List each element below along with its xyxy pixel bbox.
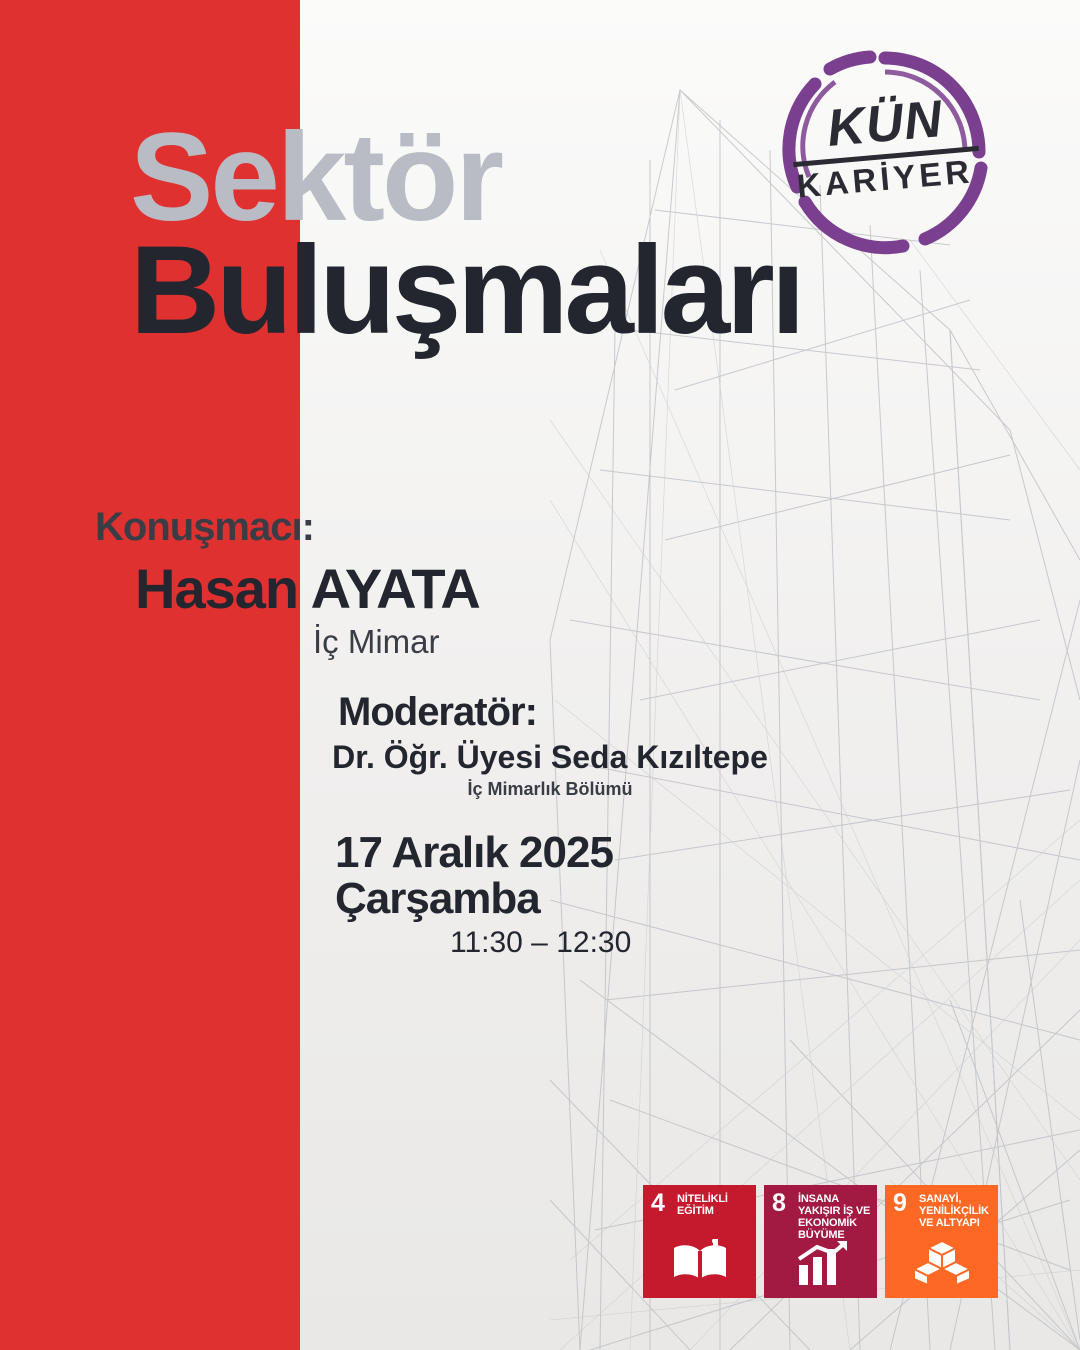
headline-line-2: Buluşmaları [130,221,802,360]
sdg-number: 4 [651,1189,665,1217]
open-book-icon [643,1239,756,1290]
moderator-label: Moderatör: [338,690,537,734]
moderator-name: Dr. Öğr. Üyesi Seda Kızıltepe [332,739,768,775]
moderator-block [300,690,800,800]
event-day: Çarşamba [335,874,540,923]
speaker-label: Konuşmacı: [95,505,314,549]
event-time: 11:30 – 12:30 [450,926,632,959]
sdg-number: 9 [893,1189,907,1217]
sdg-label: SANAYİ, YENİLİKÇİLİK VE ALTYAPI [919,1193,989,1230]
moderator-department: İç Mimarlık Bölümü [467,779,633,799]
speaker-title: İç Mimar [313,623,440,660]
sdg-badge-9 [885,1185,998,1298]
headline-line-1: Sektör [130,108,502,247]
speaker-name: Hasan AYATA [135,557,480,620]
event-datetime-block [335,828,755,960]
logo-top-text: KÜN [824,90,946,158]
logo-bottom-text: KARİYER [795,152,975,205]
sdg-badge-4 [643,1185,756,1298]
event-date: 17 Aralık 2025 [335,828,613,877]
sdg-number: 8 [772,1189,786,1217]
sdg-label: İNSANA YAKIŞIR İŞ VE EKONOMİK BÜYÜME [798,1193,871,1242]
growth-chart-icon [764,1241,877,1290]
sdg-badge-8 [764,1185,877,1298]
page-title [130,108,990,360]
sdg-badge-row [643,1185,998,1298]
cubes-icon [885,1239,998,1290]
speaker-block [95,505,695,661]
sdg-label: NİTELİKLİ EĞİTİM [677,1193,728,1218]
